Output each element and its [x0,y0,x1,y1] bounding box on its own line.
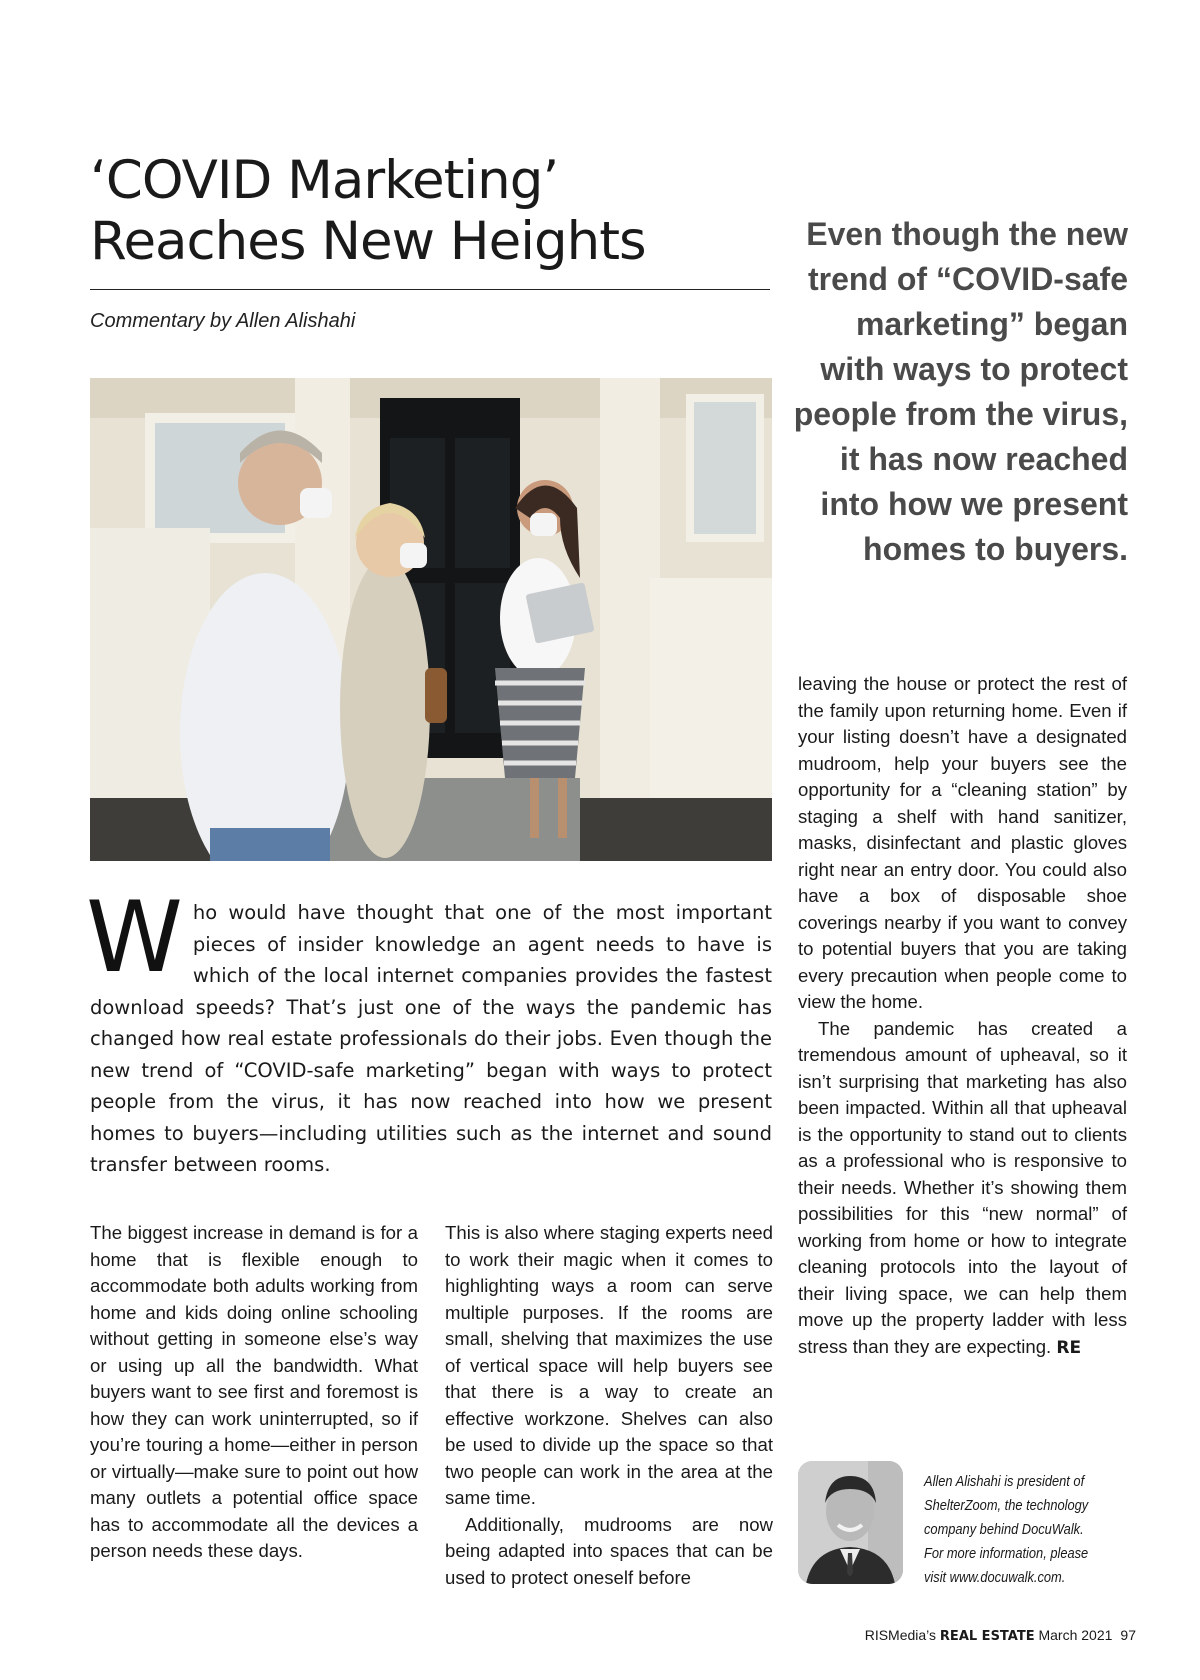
body-column-3 [798,671,1127,1361]
body-text: The pandemic has created a tremendous amount of upheaval, so it isn’t surprising that marketing has also been impacted. Within all that upheaval is the opportunity to stand out to clients as a professional who is responsive to their needs. Whether it’s showing them possibilities for this “new normal” of working from home or how to integrate cleaning protocols into the layout of their living space, we can help them move up the property ladder with less stress than they are expecting. [798,1017,1127,1357]
body-column-1 [90,1220,418,1565]
body-paragraph: Additionally, mudrooms are now being adapted into spaces that can be used to protect oneself before [445,1513,773,1588]
title-line-1: ‘COVID Marketing’ [90,150,559,211]
footer-publication: REAL ESTATE [939,1629,1035,1644]
body-column-2 [445,1220,773,1591]
body-paragraph: The biggest increase in demand is for a home that is flexible enough to accommodate both adults working from home and kids doing online schooling without getting in someone else’s way or using up all the bandwidth. What buyers want to see first and foremost is how they can work uninterrupted, so if you’re touring a home—either in person or virtually—make sure to point out how many outlets a potential office space has to accommodate all the devices a person needs these days. [90,1222,418,1561]
body-paragraph-final [798,1016,1127,1362]
lede-paragraph [86,881,772,1181]
article-title [90,150,770,272]
page-number: 97 [1120,1627,1136,1643]
page-footer [865,1627,1136,1644]
footer-issue: March 2021 [1038,1627,1113,1643]
body-paragraph: leaving the house or protect the rest of the family upon returning home. Even if your listing doesn’t have a designated mudroom, help your buyers see the opportunity for a “cleaning station” by staging a shelf with hand sanitizer, masks, disinfectant and plastic gloves right near an entry door. You could also have a box of disposable shoe coverings nearby if you want to convey to potential buyers that you are taking every precaution when people come to view the home. [798,673,1127,1012]
drop-cap: W [86,881,183,995]
body-paragraph: This is also where staging experts need to work their magic when it comes to highlighting ways a room can serve multiple purposes. If the rooms are small, shelving that maximizes the use of vertical space will help buyers see that there is a way to create an effective workzone. Shelves can also be used to divide up the space so that two people can work in the area at the same time. [445,1222,773,1508]
lede-text: ho would have thought that one of the most important pieces of insider knowledge an agent needs to have is which of the local internet companies provides the fastest download speeds? That’s just one of the ways the pandemic has changed how real estate professionals do their jobs. Even though the new trend of “COVID-safe marketing” began with ways to protect people from the virus, it has now reached into how we present homes to buyers—including utilities such as the internet and sound transfer between rooms. [90,901,772,1176]
author-bio: Allen Alishahi is president of ShelterZoom, the technology company behind DocuWalk. For more information, please visit www.docuwalk.com. [924,1474,1089,1586]
byline: Commentary by Allen Alishahi [90,310,356,332]
title-line-2: Reaches New Heights [90,211,646,272]
footer-publisher: RISMedia’s [864,1627,937,1643]
end-mark: RE [1056,1337,1082,1358]
author-headshot [798,1461,903,1584]
pull-quote: Even though the new trend of “COVID-safe marketing” began with ways to protect people from the virus, it has now reached into how we present homes to buyers. [793,216,1128,567]
hero-photo [90,378,772,861]
title-divider [90,289,770,290]
